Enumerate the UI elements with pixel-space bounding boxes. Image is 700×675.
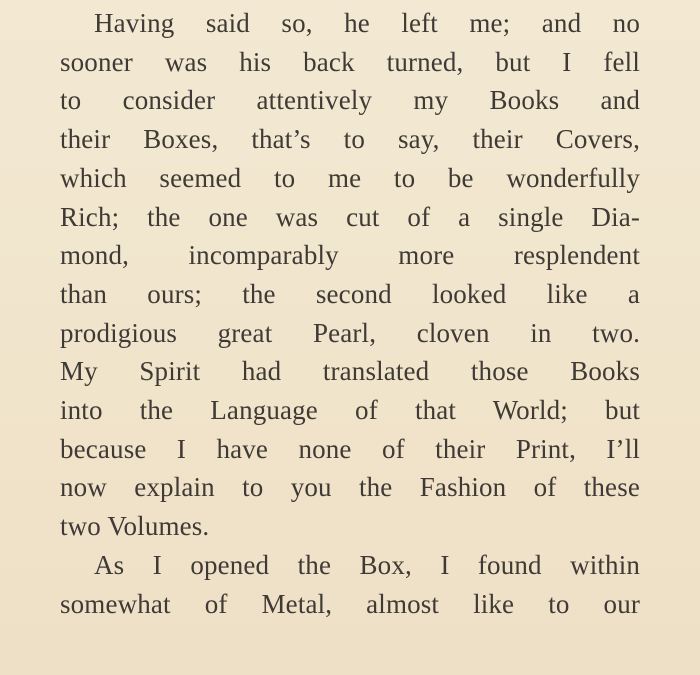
text-line: which seemed to me to be wonderfully	[60, 162, 640, 193]
text-line: As I opened the Box, I found within	[94, 549, 640, 580]
text-line: because I have none of their Print, I’ll	[60, 433, 640, 464]
text-line: into the Language of that World; but	[60, 395, 640, 426]
text-line: Rich; the one was cut of a single Dia-	[60, 201, 640, 232]
text-line: mond, incomparably more resplendent	[60, 240, 640, 271]
text-line: to consider attentively my Books and	[60, 85, 640, 116]
text-line: sooner was his back turned, but I fell	[60, 46, 640, 77]
text-line: two Volumes.	[60, 511, 210, 542]
paragraph	[60, 4, 640, 546]
text-line: their Boxes, that’s to say, their Covers,	[60, 124, 640, 155]
text-line: Having said so, he left me; and no	[94, 8, 640, 38]
text-line: now explain to you the Fashion of these	[60, 472, 640, 503]
page-text	[60, 4, 640, 623]
text-line: than ours; the second looked like a	[60, 278, 640, 309]
text-line: somewhat of Metal, almost like to our	[60, 588, 640, 619]
paragraph	[60, 546, 640, 623]
text-line: My Spirit had translated those Books	[60, 356, 640, 387]
text-line: prodigious great Pearl, cloven in two.	[60, 317, 640, 348]
